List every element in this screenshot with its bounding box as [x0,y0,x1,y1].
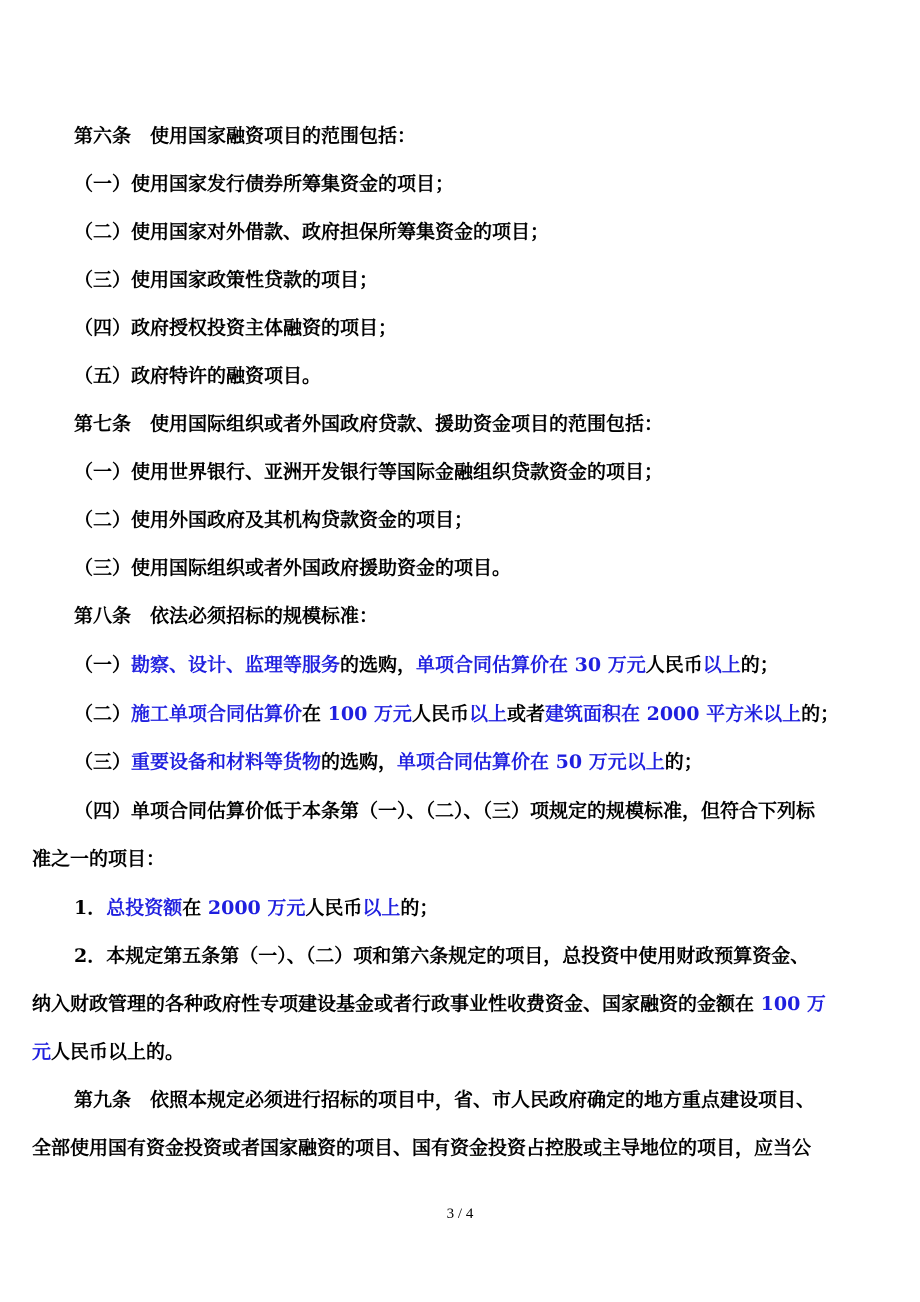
text-segment: 人民币 [645,654,703,676]
text-line [32,844,920,874]
highlighted-text: 100 万元 [327,703,412,725]
highlighted-text: 单项合同估算价在 30 万元 [416,654,646,676]
text-segment: 1． [74,897,107,919]
text-line [74,265,920,295]
highlighted-text: 以上 [362,897,401,919]
text-segment: 人民币 [411,703,469,725]
highlighted-text: 单项合同估算价在 50 万元以上 [397,751,665,773]
text-line [74,121,920,151]
text-line [74,601,920,631]
text-segment: 准之一的项目： [32,848,166,870]
text-segment: 纳入财政管理的各种政府性专项建设基金或者行政事业性收费资金、国家融资的金额在 [32,993,761,1015]
text-segment: 第七条 使用国际组织或者外国政府贷款、援助资金项目的范围包括： [74,413,664,435]
text-line [74,893,920,923]
text-line [32,1133,888,1163]
text-segment: 在 [302,703,328,725]
highlighted-text: 以上 [702,654,741,676]
text-segment: （二）使用外国政府及其机构贷款资金的项目； [74,509,474,531]
text-segment: 第八条 依法必须招标的规模标准： [74,605,379,627]
text-line [74,361,920,391]
text-segment: （一） [74,654,132,676]
text-line [74,699,920,729]
text-line [74,457,920,487]
text-line [74,409,920,439]
text-segment: 或者 [506,703,545,725]
text-segment: 人民币以上的。 [51,1041,185,1063]
text-segment: （四）政府授权投资主体融资的项目； [74,317,398,339]
text-segment: 全部使用国有资金投资或者国家融资的项目、国有资金投资占控股或主导地位的项目，应当公 [32,1137,812,1159]
highlighted-text: 施工单项合同估算价 [131,703,303,725]
highlighted-text: 总投资额 [106,897,183,919]
text-segment: （三） [74,751,132,773]
text-segment: 的； [740,654,779,676]
text-line [74,505,920,535]
text-line [74,650,920,680]
text-line [74,169,920,199]
text-segment: 人民币 [305,897,363,919]
text-line [74,313,920,343]
text-line [32,1037,920,1067]
highlighted-text: 建筑面积在 2000 平方米以上 [544,703,802,725]
text-segment: （四）单项合同估算价低于本条第（一）、（二）、（三）项规定的规模标准，但符合下列标 [74,800,816,822]
text-segment: （三）使用国际组织或者外国政府援助资金的项目。 [74,557,512,579]
text-segment: 第九条 依照本规定必须进行招标的项目中，省、市人民政府确定的地方重点建设项目、 [74,1089,816,1111]
text-segment: （一）使用国家发行债券所筹集资金的项目； [74,173,455,195]
text-segment: （二）使用国家对外借款、政府担保所筹集资金的项目； [74,221,550,243]
text-segment: （五）政府特许的融资项目。 [74,365,322,387]
highlighted-text: 2000 万元 [207,897,306,919]
text-segment: 2．本规定第五条第（一）、（二）项和第六条规定的项目，总投资中使用财政预算资金、 [74,945,810,967]
text-segment: 的； [400,897,439,919]
text-line [74,796,888,826]
text-line [74,217,920,247]
text-line [74,1085,888,1115]
highlighted-text: 元 [32,1041,52,1063]
text-line [32,989,888,1019]
text-line [74,747,920,777]
text-segment: 的； [664,751,703,773]
text-segment: （二） [74,703,132,725]
text-segment: 第六条 使用国家融资项目的范围包括： [74,125,417,147]
page-number: 3 / 4 [446,1206,474,1222]
text-segment: 在 [182,897,208,919]
text-line [74,941,888,971]
highlighted-text: 以上 [468,703,507,725]
text-segment: 的； [801,703,840,725]
text-segment: 的选购， [321,751,398,773]
text-segment: 的选购， [340,654,417,676]
text-line [74,553,920,583]
highlighted-text: 重要设备和材料等货物 [131,751,322,773]
text-segment: （三）使用国家政策性贷款的项目； [74,269,379,291]
highlighted-text: 勘察、设计、监理等服务 [131,654,341,676]
text-segment: （一）使用世界银行、亚洲开发银行等国际金融组织贷款资金的项目； [74,461,664,483]
highlighted-text: 100 万 [760,993,826,1015]
